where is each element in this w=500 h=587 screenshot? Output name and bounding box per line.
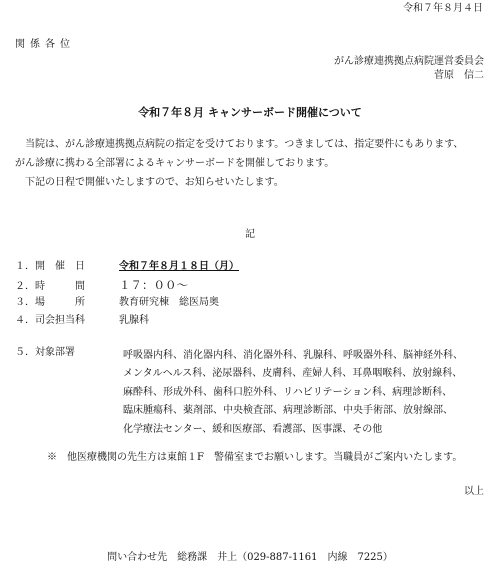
item-date-value: 令和７年８月１８日（月）	[119, 261, 239, 272]
body-line-2: がん診療に携わる全部署によるキャンサーボードを開催しております。	[15, 158, 335, 169]
item-time-value: １７：００～	[119, 278, 188, 292]
document-date: 令和７年８月４日	[403, 3, 483, 14]
department-line: 呼吸器内科、消化器内科、消化器外科、乳腺科、呼吸器外科、脳神経外科、	[123, 350, 463, 361]
item-moderator-value: 乳腺科	[119, 315, 149, 326]
item-date-label: １．開 催 日	[15, 261, 85, 272]
department-line: メンタルヘルス科、泌尿器科、皮膚科、産婦人科、耳鼻咽喉科、放射線科、	[123, 368, 463, 380]
item-moderator	[15, 315, 149, 327]
document-title: 令和７年８月 キャンサーボード開催について	[138, 106, 362, 119]
item-place-value: 教育研究棟 総医局奥	[119, 297, 219, 308]
department-line: 化学療法センター、緩和医療部、看護部、医事課、その他	[123, 423, 383, 435]
department-label: ５．対象部署	[15, 347, 75, 358]
sender-name: 菅原 信二	[434, 70, 484, 81]
item-place-label: ３．場 所	[15, 297, 85, 308]
note: ※ 他医療機関の先生方は東館１F 警備室までお願いします。当職員がご案内いたします。	[47, 452, 463, 463]
department-line: 臨床腫瘍科、薬剤部、中央検査部、病理診断部、中央手術部、放射線部、	[123, 405, 453, 417]
item-time-label: ２．時 間	[15, 281, 85, 292]
body-line-1: 当院は、がん診療連携拠点病院の指定を受けております。つきましては、指定要件にもあります、	[25, 139, 464, 150]
recipient: 関係各位	[15, 39, 75, 50]
item-date	[15, 261, 239, 273]
contact-footer: 問い合わせ先 総務課 井上（029-887-1161 内線 7225）	[107, 552, 393, 563]
closing: 以上	[464, 486, 484, 497]
item-time	[15, 279, 188, 293]
item-place	[15, 297, 219, 309]
body-line-3: 下記の日程で開催いたしますので、お知らせいたします。	[25, 177, 284, 188]
sender-organization: がん診療連携拠点病院運営委員会	[334, 56, 484, 67]
body-paragraph	[15, 135, 491, 192]
ki-heading: 記	[245, 229, 255, 240]
department-line: 麻酔科、形成外科、歯科口腔外科、リハビリテーション科、病理診断科、	[123, 386, 453, 398]
item-moderator-label: ４．司会担当科	[15, 315, 85, 326]
